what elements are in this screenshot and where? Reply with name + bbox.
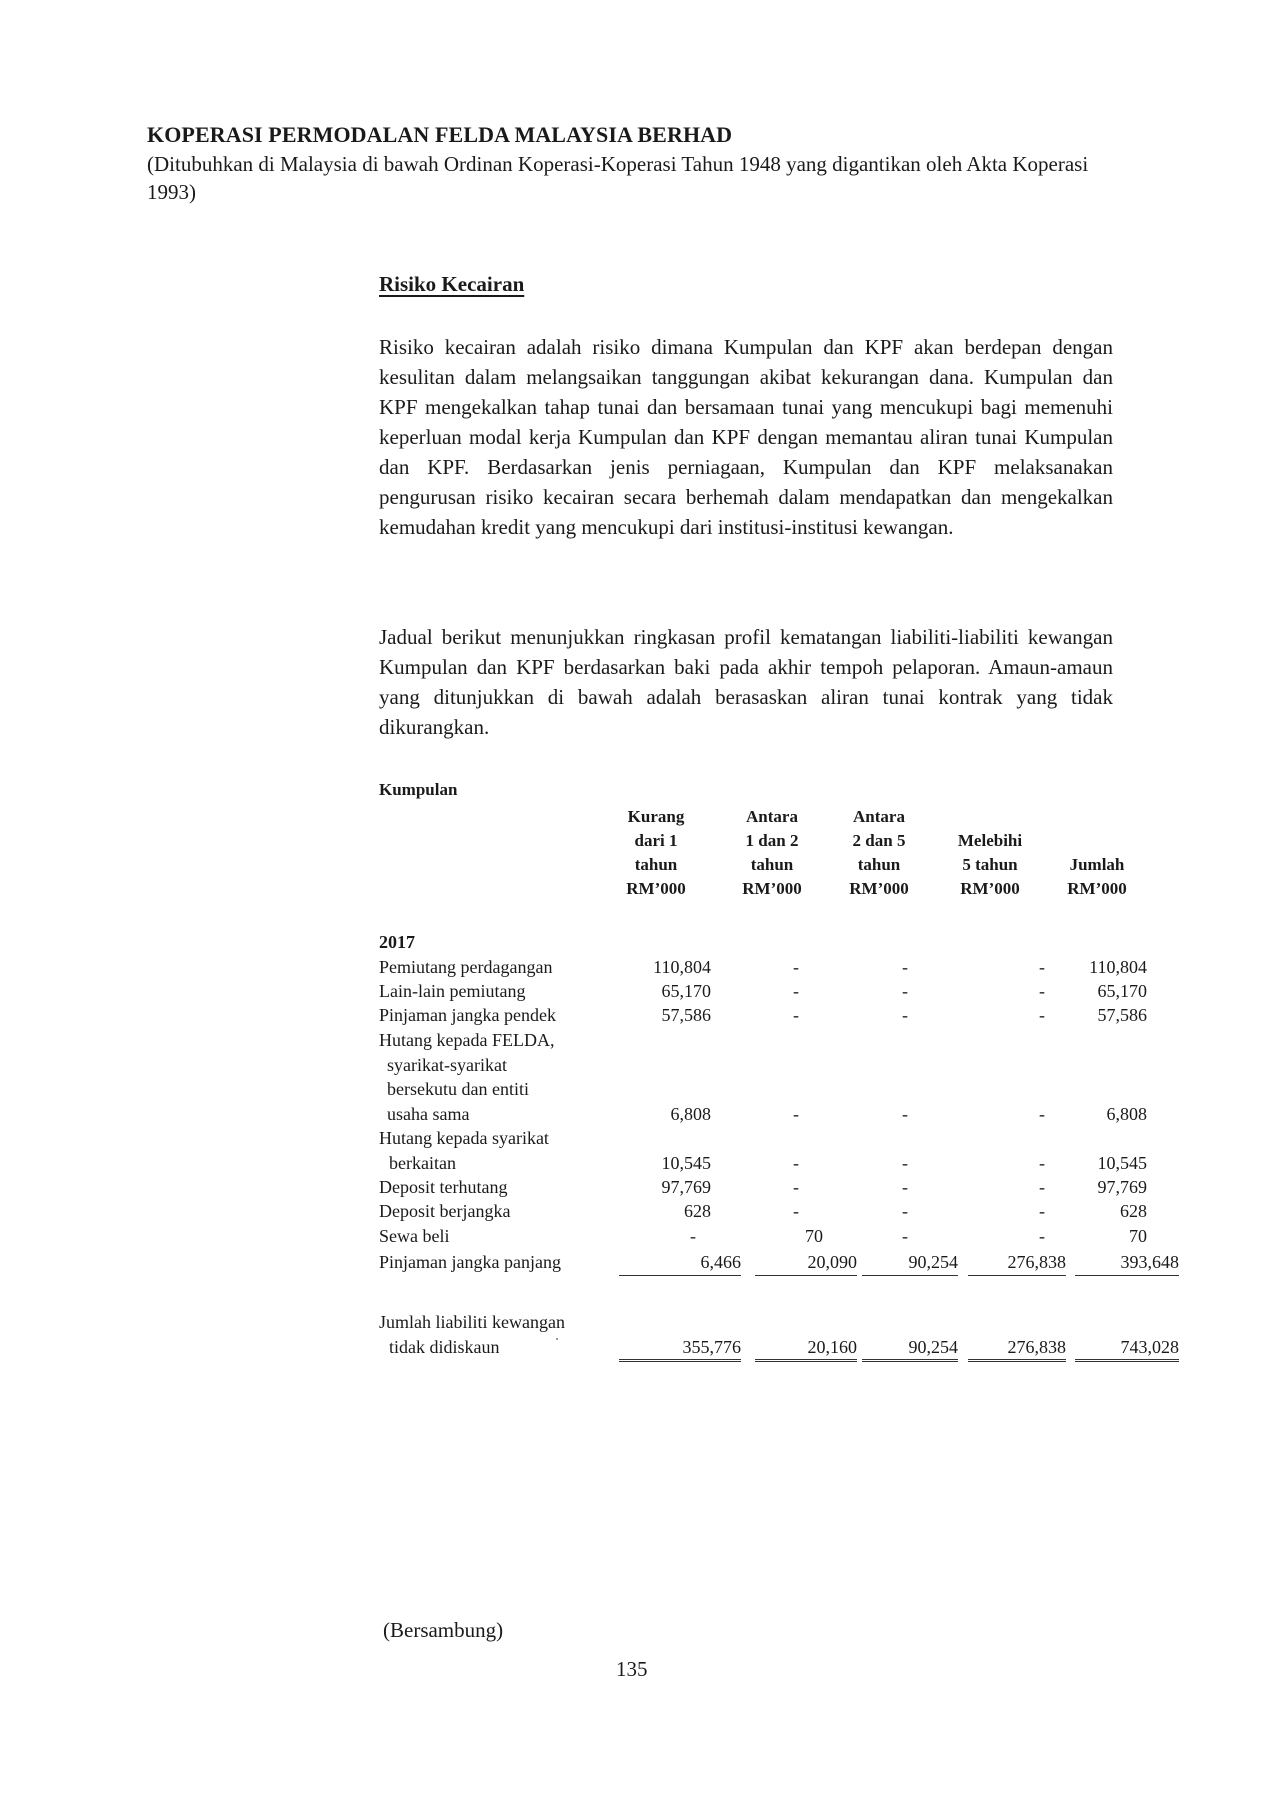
company-title: KOPERASI PERMODALAN FELDA MALAYSIA BERHAD [147, 122, 733, 147]
paragraph-maturity-profile: Jadual berikut menunjukkan ringkasan profil kematangan liabiliti-liabiliti kewangan Kumpulan dan KPF berdasarkan baki pada akhir tempoh pelaporan. Amaun-amaun yang ditunjukkan di bawah adalah berasaskan aliran tunai kontrak yang tidak dikurangkan. [379, 625, 1113, 739]
year-label: 2017 [379, 932, 415, 952]
column-header-over-5-years: Melebihi 5 tahun RM’000 [957, 831, 1023, 898]
page-number: 135 [616, 1657, 648, 1681]
paragraph-liquidity-risk: Risiko kecairan adalah risiko dimana Kumpulan dan KPF akan berdepan dengan kesulitan dalam melangsaikan tanggungan akibat kekurangan dana. Kumpulan dan KPF mengekalkan tahap tunai dan bersamaan tunai yang mencukupi bagi memenuhi keperluan modal kerja Kumpulan dan KPF dengan memantau aliran tunai Kumpulan dan KPF. Berdasarkan jenis perniagaan, Kumpulan dan KPF melaksanakan pengurusan risiko kecairan secara berhemah dalam mendapatkan dan mengekalkan kemudahan kredit yang mencukupi dari institusi-institusi kewangan. [379, 335, 1113, 539]
table-group-label: Kumpulan [379, 780, 458, 799]
scan-speck [556, 1338, 558, 1340]
company-subtitle: (Ditubuhkan di Malaysia di bawah Ordinan Koperasi-Koperasi Tahun 1948 yang digantikan oleh Akta Koperasi 1993) [147, 152, 1089, 204]
column-header-2-to-5-years: Antara 2 dan 5 tahun RM’000 [849, 807, 909, 898]
column-header-1-to-2-years: Antara 1 dan 2 tahun RM’000 [742, 807, 802, 898]
continued-label: (Bersambung) [383, 1618, 504, 1642]
section-heading: Risiko Kecairan [379, 272, 525, 296]
column-header-less-than-1-year: Kurang dari 1 tahun RM’000 [626, 807, 686, 898]
column-header-total: Jumlah RM’000 [1067, 855, 1127, 898]
